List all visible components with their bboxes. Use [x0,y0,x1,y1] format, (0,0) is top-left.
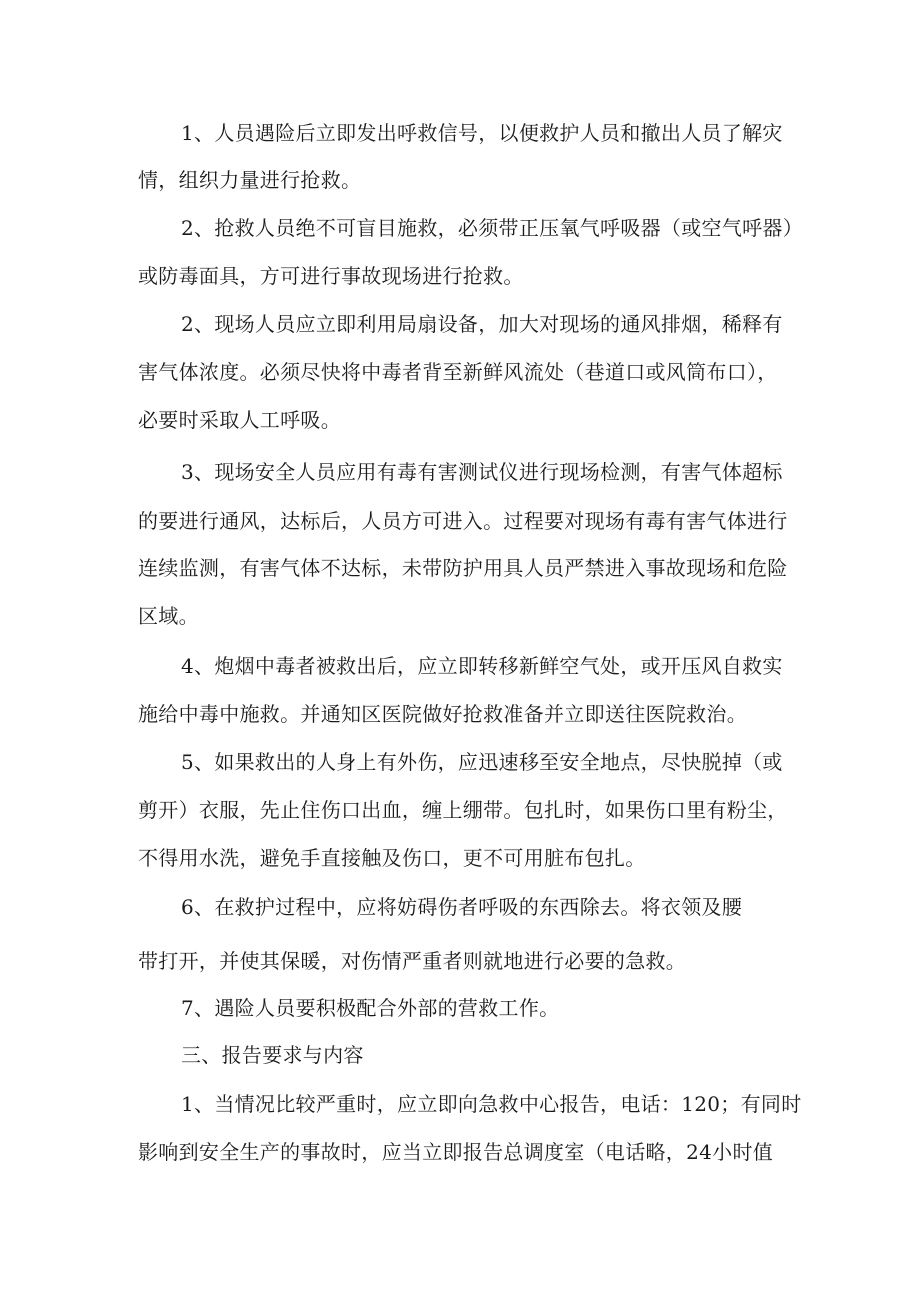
paragraph-line: 带打开，并使其保暖，对伤情严重者则就地进行必要的急救。 [138,949,687,973]
paragraph-line: 影响到安全生产的事故时，应当立即报告总调度室（电话略，24小时值 [138,1140,774,1164]
paragraph-line: 或防毒面具，方可进行事故现场进行抢救。 [138,264,524,288]
paragraph-line: 连续监测，有害气体不达标，未带防护用具人员严禁进入事故现场和危险 [138,556,788,580]
paragraph-line: 3、现场安全人员应用有毒有害测试仪进行现场检测，有害气体超标 [181,460,783,484]
paragraph-line: 害气体浓度。必须尽快将中毒者背至新鲜风流处（巷道口或风筒布口）， [138,360,778,384]
paragraph-line: 4、炮烟中毒者被救出后，应立即转移新鲜空气处，或开压风自救实 [181,654,783,678]
paragraph-line: 的要进行通风，达标后，人员方可进入。过程要对现场有毒有害气体进行 [138,509,788,533]
paragraph-line: 1、当情况比较严重时，应立即向急救中心报告，电话：120；有同时 [181,1092,802,1116]
paragraph-line: 区域。 [138,604,199,628]
paragraph-line: 2、抢救人员绝不可盲目施救，必须带正压氧气呼吸器（或空气呼器） [181,216,804,240]
paragraph-line: 1、人员遇险后立即发出呼救信号，以便救护人员和撤出人员了解灾 [181,121,783,145]
paragraph-line: 6、在救护过程中，应将妨碍伤者呼吸的东西除去。将衣领及腰 [181,895,743,919]
paragraph-line: 必要时采取人工呼吸。 [138,408,341,432]
paragraph-line: 5、如果救出的人身上有外伤，应迅速移至安全地点，尽快脱掉（或 [181,750,783,774]
paragraph-line: 施给中毒中施救。并通知区医院做好抢救准备并立即送往医院救治。 [138,702,747,726]
paragraph-line: 7、遇险人员要积极配合外部的营救工作。 [181,996,560,1020]
paragraph-line: 情，组织力量进行抢救。 [138,168,362,192]
section-heading: 三、报告要求与内容 [181,1043,364,1067]
paragraph-line: 剪开）衣服，先止住伤口出血，缠上绷带。包扎时，如果伤口里有粉尘， [138,798,788,822]
paragraph-line: 2、现场人员应立即利用局扇设备，加大对现场的通风排烟，稀释有 [181,312,783,336]
paragraph-line: 不得用水洗，避免手直接触及伤口，更不可用脏布包扎。 [138,846,646,870]
